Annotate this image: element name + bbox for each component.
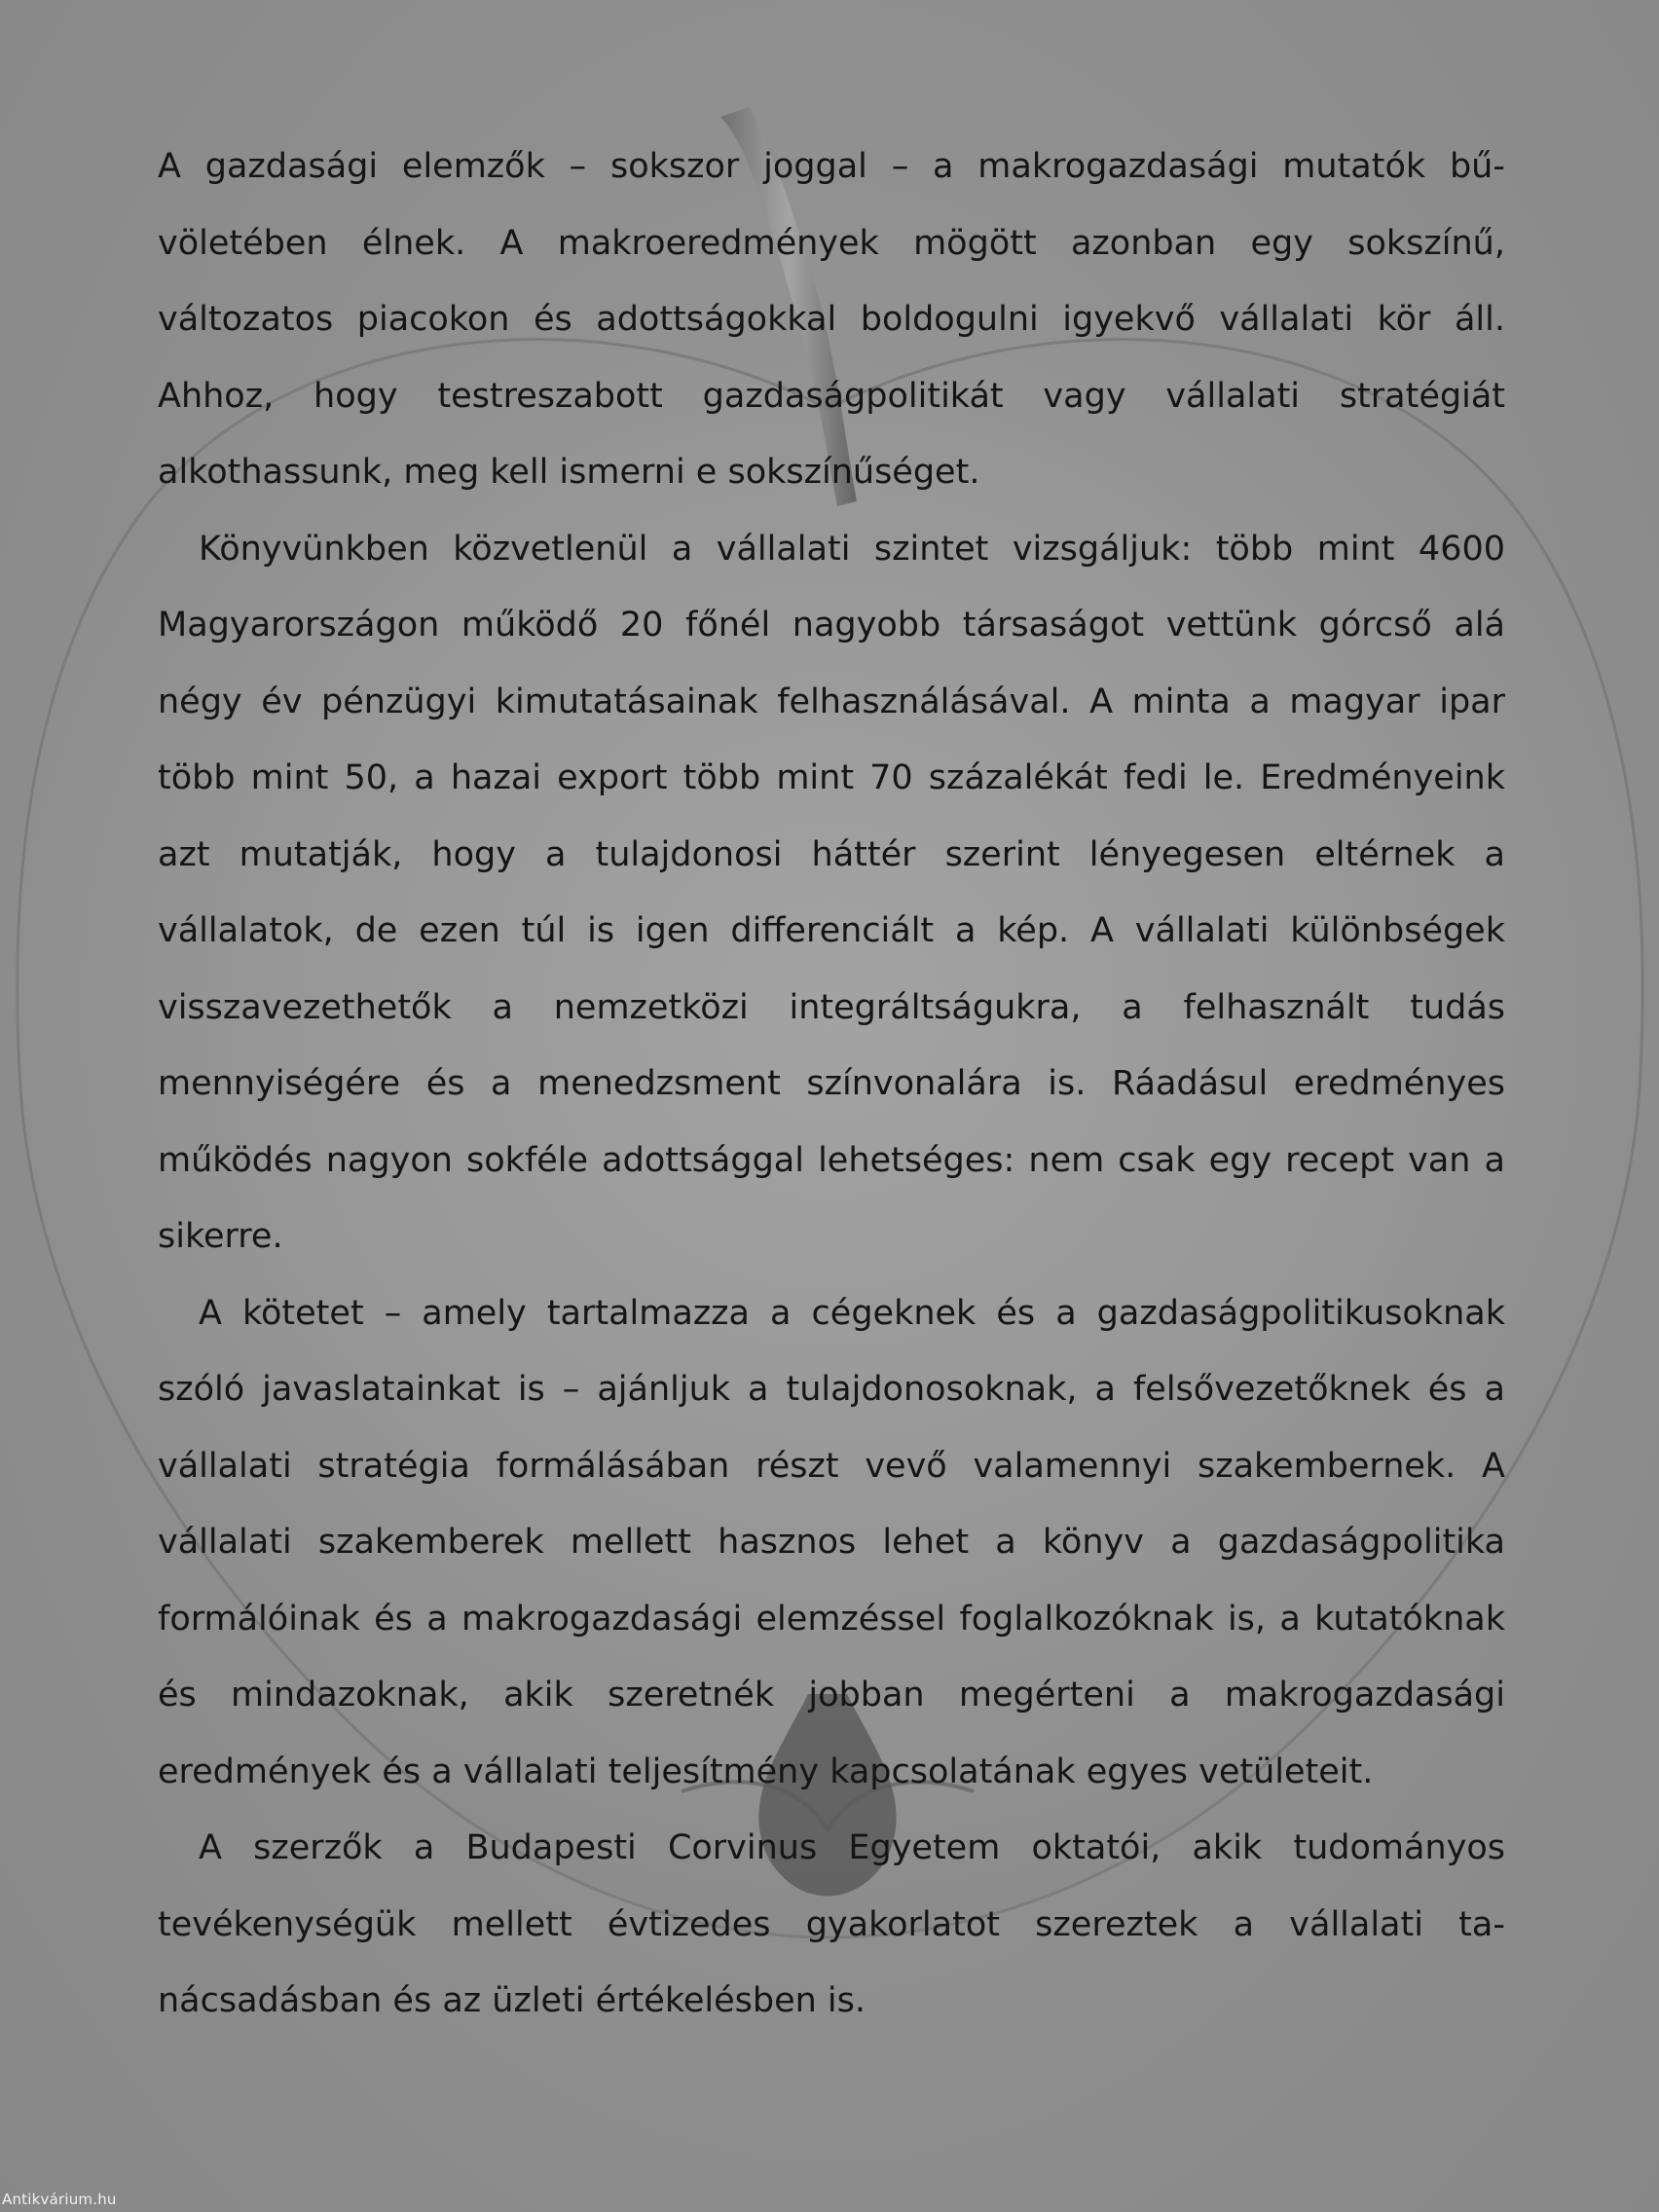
paragraph-audience: A kötetet – amely tartalmazza a cégeknek és a gazdaságpolitikusoknak szóló javaslatainkat is – ajánljuk a tulajdonosoknak, a felsővezetőknek és a vállalati stratégia formálásában részt vevő valamennyi szakembernek. A vállalati szakemberek mellett hasznos lehet a könyv a gazdaságpolitika formálóinak és a makrogazdasági elemzéssel foglalkozóknak is, a kutatóknak és mindazoknak, akik szeretnék jobban megérteni a makrogazdasági eredmények és a vállalati teljesítmény kapcsolatának egyes vetületeit. [158, 1293, 1505, 1791]
paragraph-intro: A gazdasági elemzők – sokszor joggal – a makrogazdasági mutatók bűvöletében élnek. A makroeredmények mögött azonban egy sokszínű, változatos piacokon és adottságokkal boldogulni igyekvő vállalati kör áll. Ahhoz, hogy testreszabott gazdaságpolitikát vagy vállalati stratégiát alkothassunk, meg kell ismerni e sokszínűséget. [158, 147, 1505, 492]
paragraph-study: Könyvünkben közvetlenül a vállalati szintet vizsgáljuk: több mint 4600 Magyarországon működő 20 főnél nagyobb társaságot vettünk górcső alá négy év pénzügyi kimutatásainak felhasználásával. A minta a magyar ipar több mint 50, a hazai export több mint 70 százalékát fedi le. Eredményeink azt mutatják, hogy a tulajdonosi háttér szerint lényegesen eltérnek a vállalatok, de ezen túl is igen differenciált a kép. A vállalati különbségek visszavezethetők a nemzetközi integráltságukra, a felhasznált tudás mennyiségére és a menedzsment színvonalára is. Ráadásul eredményes működés nagyon sokféle adottsággal lehetséges: nem csak egy recept van a sikerre. [158, 529, 1505, 1256]
blurb-text [158, 129, 1505, 2040]
paragraph-authors: A szerzők a Budapesti Corvinus Egyetem oktatói, akik tudományos tevékenységük mellett évtizedes gyakorlatot szereztek a vállalati tanácsadásban és az üzleti értékelésben is. [158, 1828, 1505, 2020]
watermark: Antikvárium.hu [2, 2191, 117, 2208]
